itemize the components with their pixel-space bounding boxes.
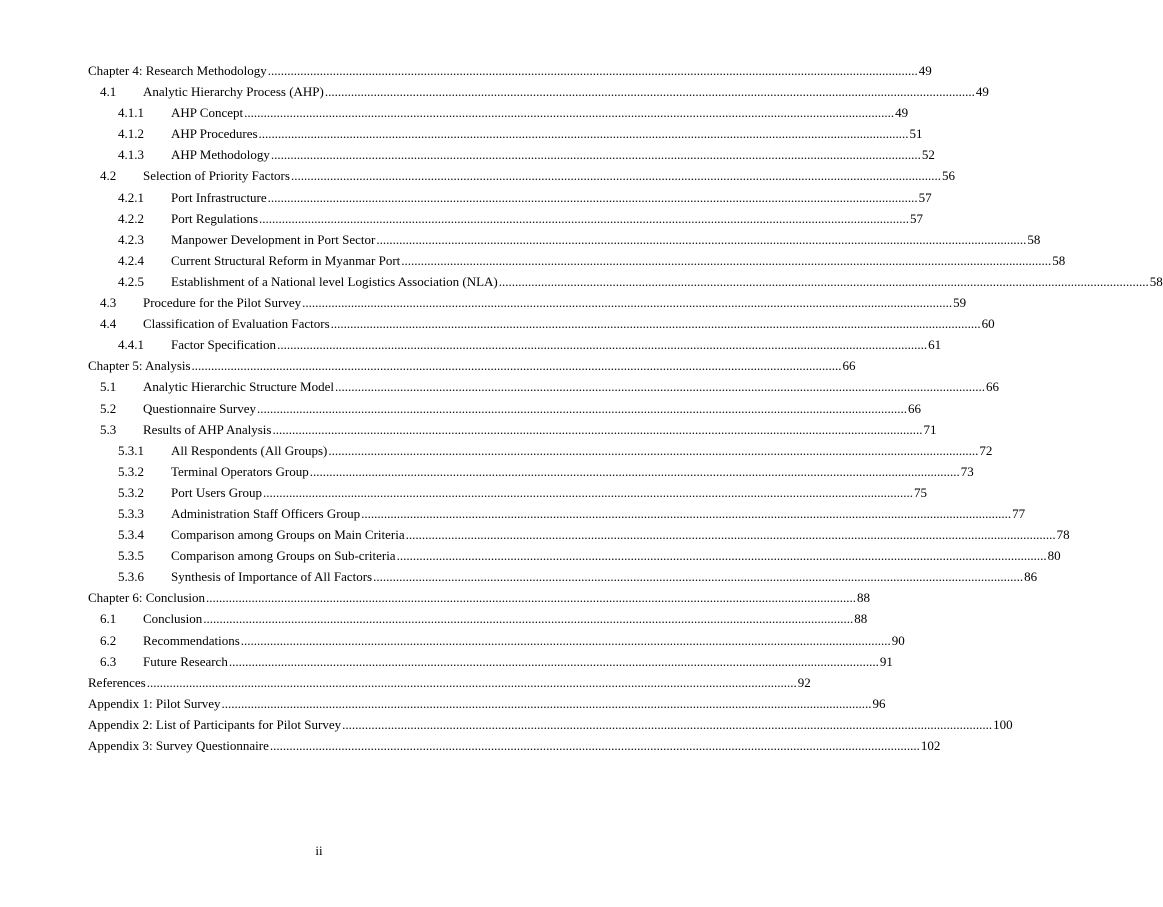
dot-leader: ........................................................................................................................................................................................................ <box>257 400 908 416</box>
toc-entry[interactable] <box>88 123 923 144</box>
dot-leader: ........................................................................................................................................................................................................ <box>401 252 1052 268</box>
toc-entry-number: 5.3.6 <box>118 569 144 585</box>
toc-entry-title: AHP Methodology <box>171 147 270 163</box>
toc-entry-page: 60 <box>981 316 995 332</box>
toc-entry-number: 6.1 <box>100 611 117 627</box>
toc-entry[interactable] <box>88 608 868 629</box>
dot-leader: ........................................................................................................................................................................................................ <box>240 632 891 648</box>
dot-leader: ........................................................................................................................................................................................................ <box>244 105 895 121</box>
toc-entry-page: 66 <box>985 379 999 395</box>
toc-entry-number: 5.3.2 <box>118 484 144 500</box>
toc-entry-title: All Respondents (All Groups) <box>171 442 328 458</box>
toc-entry-page: 58 <box>1052 252 1066 268</box>
toc-entry[interactable] <box>88 503 1026 524</box>
toc-entry-title: Conclusion <box>143 611 203 627</box>
toc-entry-page: 58 <box>1027 231 1041 247</box>
toc-entry-page: 58 <box>1149 273 1163 289</box>
toc-entry[interactable] <box>88 102 909 123</box>
toc-entry-number: 4.1 <box>100 84 117 100</box>
dot-leader: ........................................................................................................................................................................................................ <box>272 421 923 437</box>
toc-entry-title: Terminal Operators Group <box>171 463 309 479</box>
toc-entry-title: Results of AHP Analysis <box>143 421 272 437</box>
toc-entry-title: Port Users Group <box>171 484 262 500</box>
dot-leader: ........................................................................................................................................................................................................ <box>290 168 941 184</box>
dot-leader: ........................................................................................................................................................................................................ <box>361 505 1012 521</box>
toc-entry-number: 5.2 <box>100 400 117 416</box>
toc-entry-page: 59 <box>953 295 967 311</box>
toc-entry-number: 6.2 <box>100 632 117 648</box>
toc-entry-page: 92 <box>797 674 811 690</box>
toc-entry-page: 75 <box>914 484 927 500</box>
toc-entry-page: 88 <box>857 590 870 606</box>
toc-entry-page: 57 <box>910 210 924 226</box>
toc-entry-page: 52 <box>921 147 935 163</box>
toc-entry-number: 5.3 <box>100 421 117 437</box>
toc-entry-page: 66 <box>908 400 922 416</box>
dot-leader: ........................................................................................................................................................................................................ <box>259 210 910 226</box>
dot-leader: ........................................................................................................................................................................................................ <box>498 273 1149 289</box>
dot-leader: ........................................................................................................................................................................................................ <box>302 295 953 311</box>
toc-entry-page: 77 <box>1012 505 1026 521</box>
toc-entry-title: Port Infrastructure <box>171 189 267 205</box>
toc-entry-title: Current Structural Reform in Myanmar Port <box>171 252 401 268</box>
toc-entry-title: Questionnaire Survey <box>143 400 257 416</box>
toc-entry-number: 4.4 <box>100 316 117 332</box>
toc-entry-title: Analytic Hierarchic Structure Model <box>143 379 334 395</box>
toc-entry[interactable] <box>88 440 993 461</box>
toc-entry-number: 4.2.5 <box>118 273 144 289</box>
toc-entry-title: Synthesis of Importance of All Factors <box>171 569 373 585</box>
dot-leader: ........................................................................................................................................................................................................ <box>267 189 918 205</box>
dot-leader: ........................................................................................................................................................................................................ <box>334 379 985 395</box>
toc-entry[interactable] <box>88 229 1041 250</box>
dot-leader: ........................................................................................................................................................................................................ <box>330 316 981 332</box>
toc-entry-title: Administration Staff Officers Group <box>171 505 361 521</box>
dot-leader: ........................................................................................................................................................................................................ <box>263 484 913 500</box>
dot-leader: ........................................................................................................................................................................................................ <box>373 569 1024 585</box>
toc-entry-page: 73 <box>960 463 974 479</box>
toc-entry-title: Classification of Evaluation Factors <box>143 316 330 332</box>
toc-entry-number: 4.2 <box>100 168 117 184</box>
toc-entry-page: 49 <box>918 63 932 78</box>
dot-leader: ........................................................................................................................................................................................................ <box>328 442 979 458</box>
toc-entry-page: 61 <box>928 337 942 353</box>
toc-entry-title: Appendix 3: Survey Questionnaire <box>88 738 269 753</box>
toc-entry-number: 4.1.3 <box>118 147 144 163</box>
dot-leader: ........................................................................................................................................................................................................ <box>203 611 854 627</box>
toc-entry[interactable] <box>88 482 927 503</box>
toc-entry[interactable] <box>88 313 995 334</box>
toc-entry-page: 66 <box>842 358 856 374</box>
toc-entry-title: Analytic Hierarchy Process (AHP) <box>143 84 324 100</box>
dot-leader: ........................................................................................................................................................................................................ <box>277 337 928 353</box>
toc-entry[interactable] <box>88 334 942 355</box>
toc-entry-title: Future Research <box>143 653 228 669</box>
toc-entry[interactable] <box>88 566 1038 587</box>
toc-entry-page: 96 <box>872 695 886 711</box>
toc-entry-page: 72 <box>979 442 993 458</box>
toc-entry[interactable] <box>88 714 1013 735</box>
page-number: ii <box>315 843 323 858</box>
toc-entry[interactable] <box>88 165 955 186</box>
dot-leader: ........................................................................................................................................................................................................ <box>191 358 842 374</box>
dot-leader: ........................................................................................................................................................................................................ <box>270 147 921 163</box>
toc-entry-title: Establishment of a National level Logistics Association (NLA) <box>171 273 498 289</box>
toc-entry[interactable] <box>88 461 974 482</box>
toc-entry-page: 71 <box>923 421 937 437</box>
dot-leader: ........................................................................................................................................................................................................ <box>206 590 856 606</box>
toc-entry-title: Appendix 2: List of Participants for Pilot Survey <box>88 716 342 732</box>
toc-entry-title: Procedure for the Pilot Survey <box>143 295 302 311</box>
toc-entry[interactable] <box>88 524 1070 545</box>
toc-entry-title: Comparison among Groups on Main Criteria <box>171 527 405 543</box>
toc-entry[interactable] <box>88 693 886 714</box>
dot-leader: ........................................................................................................................................................................................................ <box>221 695 872 711</box>
toc-entry-page: 80 <box>1047 548 1061 564</box>
toc-entry[interactable] <box>88 250 1066 271</box>
toc-entry-page: 90 <box>891 632 905 648</box>
toc-entry-title: Comparison among Groups on Sub-criteria <box>171 548 396 564</box>
toc-entry-page: 100 <box>993 716 1013 732</box>
toc-entry[interactable] <box>88 81 989 102</box>
toc-entry-title: Factor Specification <box>171 337 277 353</box>
dot-leader: ........................................................................................................................................................................................................ <box>228 653 879 669</box>
toc-entry-page: 56 <box>941 168 955 184</box>
toc-entry[interactable] <box>88 355 856 376</box>
toc-entry-title: Manpower Development in Port Sector <box>171 231 376 247</box>
toc-entry[interactable] <box>88 545 1061 566</box>
toc-entry-page: 102 <box>920 738 941 753</box>
toc-entry[interactable] <box>88 187 932 208</box>
dot-leader: ........................................................................................................................................................................................................ <box>269 738 920 753</box>
toc-entry-page: 49 <box>895 105 909 121</box>
toc-entry-title: References <box>88 674 146 690</box>
toc-entry-number: 5.3.1 <box>118 442 144 458</box>
toc-entry-title: AHP Concept <box>171 105 244 121</box>
toc-entry-page: 91 <box>879 653 893 669</box>
toc-entry[interactable] <box>88 60 932 81</box>
toc-entry[interactable] <box>88 735 941 756</box>
dot-leader: ........................................................................................................................................................................................................ <box>376 231 1027 247</box>
toc-entry-title: Port Regulations <box>171 210 259 226</box>
toc-entry-number: 4.4.1 <box>118 337 144 353</box>
toc-entry-number: 4.2.3 <box>118 231 144 247</box>
toc-entry[interactable] <box>88 672 811 693</box>
dot-leader: ........................................................................................................................................................................................................ <box>324 84 975 100</box>
dot-leader: ........................................................................................................................................................................................................ <box>267 63 918 78</box>
toc-entry-title: Chapter 5: Analysis <box>88 358 191 374</box>
toc-entry[interactable] <box>88 398 922 419</box>
toc-entry-number: 5.3.4 <box>118 527 144 543</box>
toc-entry-title: Selection of Priority Factors <box>143 168 290 184</box>
toc-entry-number: 6.3 <box>100 653 117 669</box>
toc-entry-title: AHP Procedures <box>171 126 258 142</box>
toc-entry-page: 49 <box>975 84 989 100</box>
dot-leader: ........................................................................................................................................................................................................ <box>146 674 797 690</box>
toc-entry-page: 78 <box>1056 527 1070 543</box>
toc-entry-number: 4.3 <box>100 295 117 311</box>
toc-entry-number: 4.2.4 <box>118 252 144 268</box>
toc-entry-number: 4.1.2 <box>118 126 144 142</box>
dot-leader: ........................................................................................................................................................................................................ <box>396 548 1047 564</box>
dot-leader: ........................................................................................................................................................................................................ <box>405 527 1056 543</box>
toc-entry-title: Recommendations <box>143 632 240 648</box>
dot-leader: ........................................................................................................................................................................................................ <box>342 716 993 732</box>
toc-entry-page: 88 <box>854 611 868 627</box>
toc-entry[interactable] <box>88 376 999 397</box>
toc-entry-number: 4.1.1 <box>118 105 144 121</box>
toc-entry[interactable] <box>88 144 935 165</box>
toc-entry-number: 5.3.3 <box>118 505 144 521</box>
toc-entry-page: 57 <box>918 189 932 205</box>
toc-entry-title: Appendix 1: Pilot Survey <box>88 695 221 711</box>
toc-entry-title: Chapter 4: Research Methodology <box>88 63 267 78</box>
toc-entry[interactable] <box>88 271 1163 292</box>
toc-entry[interactable] <box>88 630 905 651</box>
toc-entry-page: 51 <box>909 126 923 142</box>
toc-entry[interactable] <box>88 208 924 229</box>
dot-leader: ........................................................................................................................................................................................................ <box>258 126 909 142</box>
toc-entry-number: 5.3.2 <box>118 463 144 479</box>
toc-entry-number: 4.2.1 <box>118 189 144 205</box>
toc-entry[interactable] <box>88 651 893 672</box>
toc-entry[interactable] <box>88 292 967 313</box>
toc-entry-title: Chapter 6: Conclusion <box>88 590 205 606</box>
toc-entry-number: 5.1 <box>100 379 117 395</box>
table-of-contents <box>88 60 1163 756</box>
toc-entry-number: 5.3.5 <box>118 548 144 564</box>
toc-entry-number: 4.2.2 <box>118 210 144 226</box>
toc-entry-page: 86 <box>1024 569 1038 585</box>
toc-entry[interactable] <box>88 419 937 440</box>
toc-entry[interactable] <box>88 587 870 608</box>
dot-leader: ........................................................................................................................................................................................................ <box>309 463 960 479</box>
